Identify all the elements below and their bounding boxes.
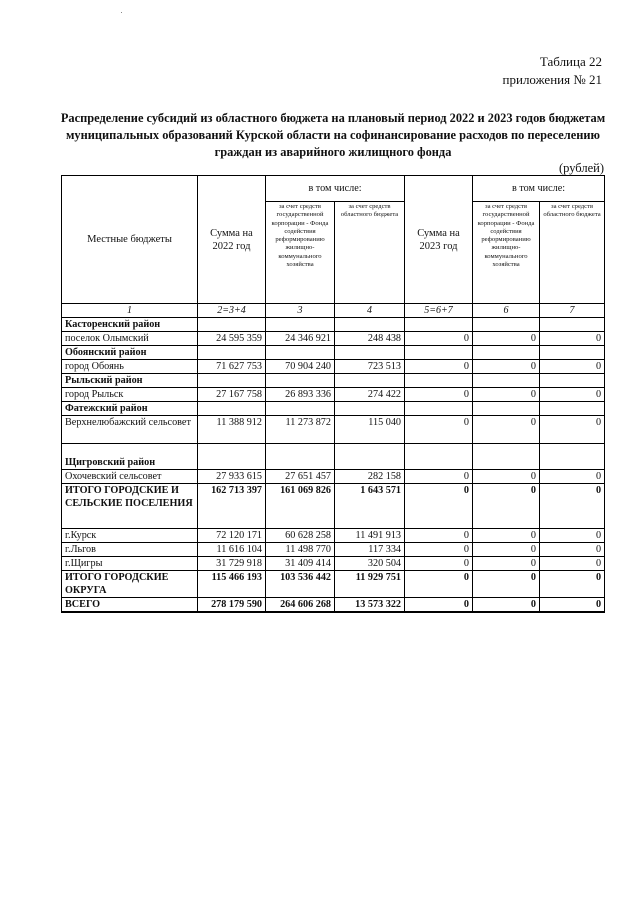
amount-cell: 27 933 615: [198, 470, 266, 484]
amount-cell: 27 167 758: [198, 388, 266, 402]
amount-cell: 24 346 921: [266, 332, 335, 346]
district-row: [62, 444, 605, 470]
empty-cell: [335, 318, 405, 332]
amount-cell: 0: [540, 529, 605, 543]
amount-cell: 0: [405, 557, 473, 571]
table-row: [62, 543, 605, 557]
amount-cell: 0: [473, 557, 540, 571]
empty-cell: [335, 402, 405, 416]
header-regional-source-2023: за счет средств областного бюджета: [540, 202, 605, 304]
amount-cell: 117 334: [335, 543, 405, 557]
amount-cell: 31 409 414: [266, 557, 335, 571]
amount-cell: 0: [473, 470, 540, 484]
amount-cell: 264 606 268: [266, 598, 335, 613]
amount-cell: 0: [473, 388, 540, 402]
amount-cell: 70 904 240: [266, 360, 335, 374]
amount-cell: 0: [473, 529, 540, 543]
amount-cell: 282 158: [335, 470, 405, 484]
amount-cell: 0: [473, 360, 540, 374]
column-index: 5=6+7: [405, 304, 473, 318]
empty-cell: [335, 374, 405, 388]
amount-cell: 0: [540, 543, 605, 557]
header-sum-2023: Сумма на 2023 год: [405, 176, 473, 304]
budget-name: город Рыльск: [62, 388, 198, 402]
header-sum-2022: Сумма на 2022 год: [198, 176, 266, 304]
amount-cell: 0: [540, 557, 605, 571]
appendix-reference: приложения № 21: [502, 72, 602, 87]
amount-cell: 0: [405, 598, 473, 613]
amount-cell: 11 929 751: [335, 571, 405, 598]
district-row: [62, 402, 605, 416]
amount-cell: 320 504: [335, 557, 405, 571]
header-local-budgets: Местные бюджеты: [62, 176, 198, 304]
district-name: Фатежский район: [62, 402, 198, 416]
empty-cell: [473, 444, 540, 470]
empty-cell: [198, 318, 266, 332]
table-row: [62, 388, 605, 402]
amount-cell: 0: [540, 484, 605, 529]
table-row: [62, 332, 605, 346]
table-row: [62, 557, 605, 571]
amount-cell: 0: [473, 571, 540, 598]
empty-cell: [335, 444, 405, 470]
amount-cell: 60 628 258: [266, 529, 335, 543]
district-name: Обоянский район: [62, 346, 198, 360]
amount-cell: 0: [405, 388, 473, 402]
empty-cell: [540, 402, 605, 416]
amount-cell: 0: [540, 598, 605, 613]
total-row: [62, 484, 605, 529]
budget-name: поселок Олымский: [62, 332, 198, 346]
amount-cell: 11 273 872: [266, 416, 335, 444]
amount-cell: 0: [405, 332, 473, 346]
empty-cell: [266, 318, 335, 332]
amount-cell: 161 069 826: [266, 484, 335, 529]
budget-name: Охочевский сельсовет: [62, 470, 198, 484]
amount-cell: 723 513: [335, 360, 405, 374]
amount-cell: 0: [405, 416, 473, 444]
district-row: [62, 346, 605, 360]
district-name: Щигровский район: [62, 444, 198, 470]
district-name: Касторенский район: [62, 318, 198, 332]
amount-cell: 13 573 322: [335, 598, 405, 613]
amount-cell: 0: [473, 543, 540, 557]
amount-cell: 0: [540, 571, 605, 598]
amount-cell: 0: [405, 470, 473, 484]
column-index: 3: [266, 304, 335, 318]
amount-cell: 115 040: [335, 416, 405, 444]
amount-cell: 0: [540, 360, 605, 374]
empty-cell: [198, 402, 266, 416]
amount-cell: 0: [540, 388, 605, 402]
amount-cell: 0: [405, 543, 473, 557]
column-index-row: [62, 304, 605, 318]
amount-cell: 11 491 913: [335, 529, 405, 543]
column-index: 4: [335, 304, 405, 318]
amount-cell: 24 595 359: [198, 332, 266, 346]
amount-cell: 0: [473, 598, 540, 613]
empty-cell: [405, 346, 473, 360]
header-including-2023: в том числе:: [473, 176, 605, 202]
total-label: ВСЕГО: [62, 598, 198, 613]
empty-cell: [473, 374, 540, 388]
amount-cell: 278 179 590: [198, 598, 266, 613]
empty-cell: [266, 402, 335, 416]
empty-cell: [540, 374, 605, 388]
district-row: [62, 374, 605, 388]
unit-label: (рублей): [558, 161, 604, 175]
table-row: [62, 529, 605, 543]
amount-cell: 71 627 753: [198, 360, 266, 374]
empty-cell: [540, 444, 605, 470]
table-row: [62, 470, 605, 484]
column-index: 7: [540, 304, 605, 318]
total-row: [62, 598, 605, 613]
amount-cell: 72 120 171: [198, 529, 266, 543]
empty-cell: [540, 318, 605, 332]
header-fund-source-2023: за счет средств государственной корпорации - Фонда содействия реформированию жилищно-коммунального хозяйства: [473, 202, 540, 304]
amount-cell: 26 893 336: [266, 388, 335, 402]
amount-cell: 0: [540, 332, 605, 346]
total-label: ИТОГО ГОРОДСКИЕ И СЕЛЬСКИЕ ПОСЕЛЕНИЯ: [62, 484, 198, 529]
amount-cell: 31 729 918: [198, 557, 266, 571]
empty-cell: [473, 346, 540, 360]
amount-cell: 0: [405, 360, 473, 374]
district-name: Рыльский район: [62, 374, 198, 388]
amount-cell: 0: [540, 416, 605, 444]
header-fund-source-2022: за счет средств государственной корпорации - Фонда содействия реформированию жилищно-коммунального хозяйства: [266, 202, 335, 304]
empty-cell: [266, 374, 335, 388]
amount-cell: 27 651 457: [266, 470, 335, 484]
amount-cell: 0: [473, 416, 540, 444]
amount-cell: 11 498 770: [266, 543, 335, 557]
empty-cell: [405, 444, 473, 470]
budget-name: г.Курск: [62, 529, 198, 543]
budget-name: город Обоянь: [62, 360, 198, 374]
subsidy-table: [61, 175, 605, 613]
empty-cell: [405, 402, 473, 416]
amount-cell: 115 466 193: [198, 571, 266, 598]
district-row: [62, 318, 605, 332]
amount-cell: 0: [473, 484, 540, 529]
empty-cell: [473, 318, 540, 332]
amount-cell: 162 713 397: [198, 484, 266, 529]
total-label: ИТОГО ГОРОДСКИЕ ОКРУГА: [62, 571, 198, 598]
empty-cell: [473, 402, 540, 416]
empty-cell: [405, 374, 473, 388]
column-index: 2=3+4: [198, 304, 266, 318]
table-reference: Таблица 22: [539, 54, 602, 69]
amount-cell: 0: [473, 332, 540, 346]
empty-cell: [198, 444, 266, 470]
amount-cell: 248 438: [335, 332, 405, 346]
table-row: [62, 416, 605, 444]
amount-cell: 0: [405, 529, 473, 543]
amount-cell: 1 643 571: [335, 484, 405, 529]
column-index: 1: [62, 304, 198, 318]
budget-name: г.Щигры: [62, 557, 198, 571]
empty-cell: [198, 374, 266, 388]
budget-name: г.Льгов: [62, 543, 198, 557]
empty-cell: [335, 346, 405, 360]
scan-speck: [121, 12, 122, 13]
amount-cell: 11 388 912: [198, 416, 266, 444]
empty-cell: [266, 444, 335, 470]
header-including-2022: в том числе:: [266, 176, 405, 202]
header-regional-source-2022: за счет средств областного бюджета: [335, 202, 405, 304]
amount-cell: 11 616 104: [198, 543, 266, 557]
column-index: 6: [473, 304, 540, 318]
empty-cell: [198, 346, 266, 360]
amount-cell: 0: [405, 571, 473, 598]
empty-cell: [540, 346, 605, 360]
empty-cell: [405, 318, 473, 332]
budget-name: Верхнелюбажский сельсовет: [62, 416, 198, 444]
table-row: [62, 360, 605, 374]
total-row: [62, 571, 605, 598]
document-title: Распределение субсидий из областного бюджета на плановый период 2022 и 2023 годов бюджетам муниципальных образований Курской области на софинансирование расходов по переселению граждан из аварийного жилищного фонда: [60, 111, 606, 159]
amount-cell: 274 422: [335, 388, 405, 402]
amount-cell: 0: [405, 484, 473, 529]
amount-cell: 103 536 442: [266, 571, 335, 598]
amount-cell: 0: [540, 470, 605, 484]
empty-cell: [266, 346, 335, 360]
